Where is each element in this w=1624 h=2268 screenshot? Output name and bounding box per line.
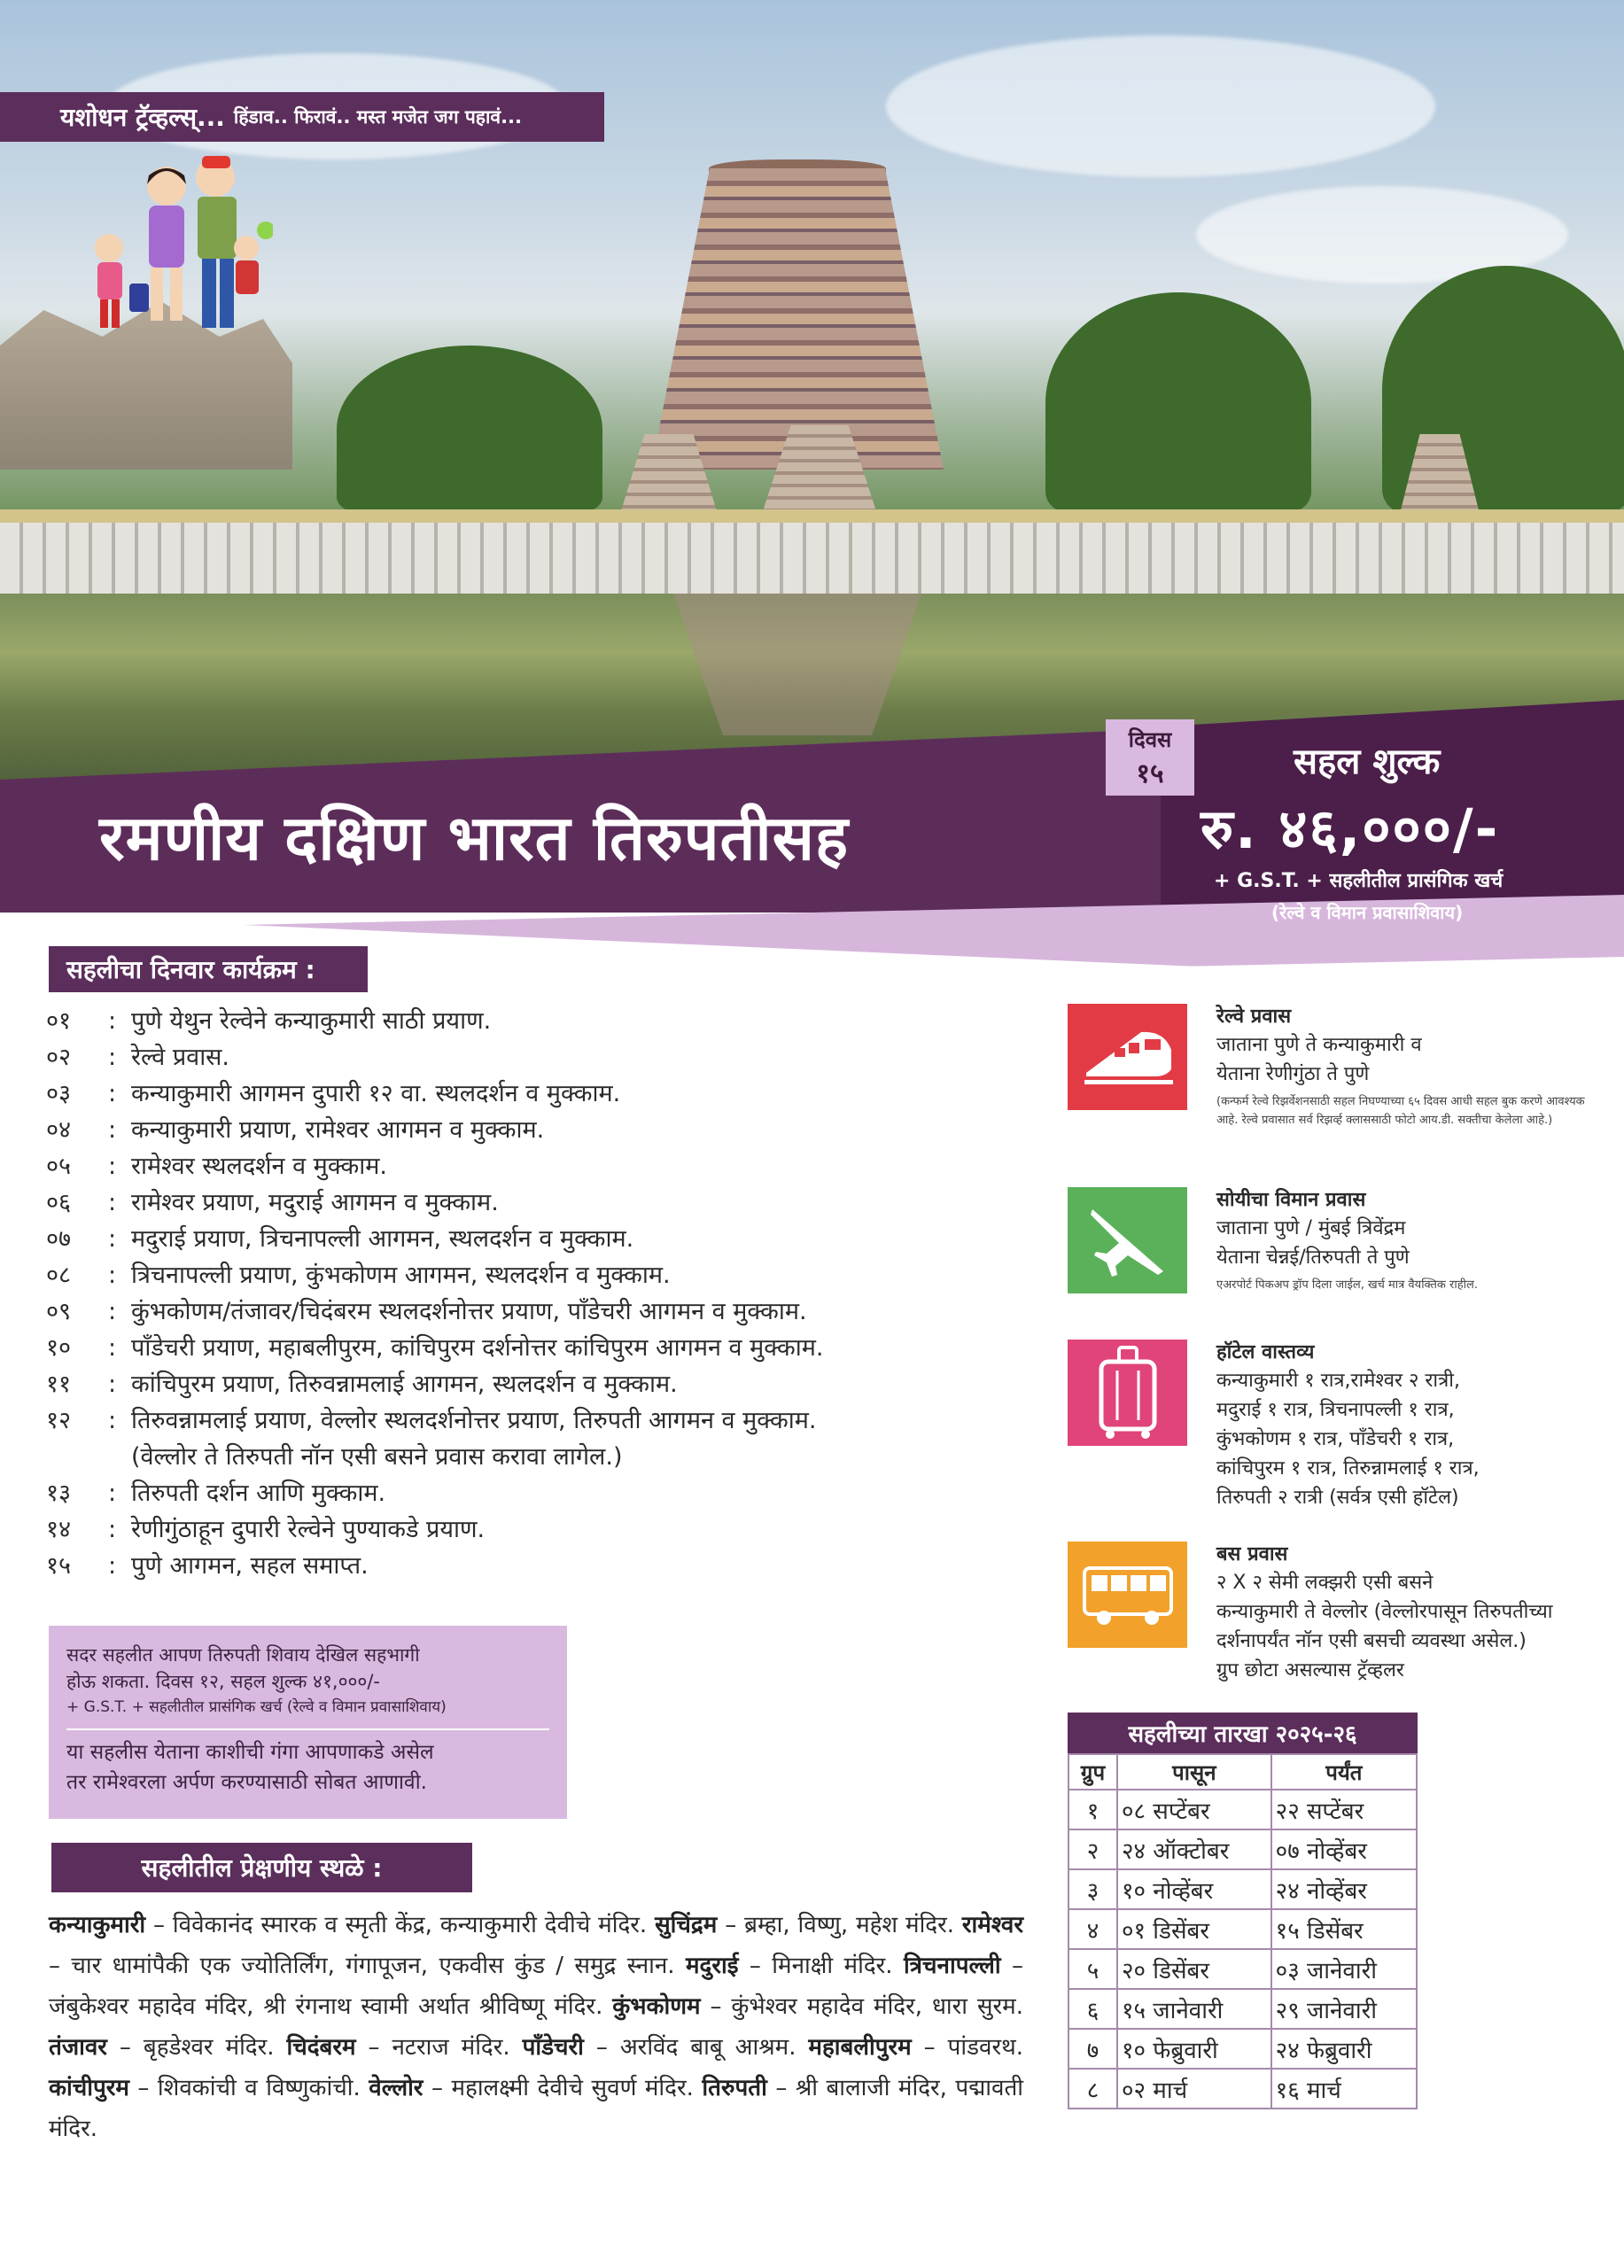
day-description: त्रिचनापल्ली प्रयाण, कुंभकोणम आगमन, स्थलदर्शन व मुक्काम. [131, 1262, 671, 1289]
dates-title: सहलीच्या तारखा २०२५-२६ [1068, 1713, 1418, 1753]
flight-line: जाताना पुणे / मुंबई त्रिवेंद्रम [1216, 1217, 1406, 1239]
days-badge [1106, 719, 1194, 796]
temple-gopuram [651, 168, 944, 470]
day-description: रेल्वे प्रवास. [131, 1044, 230, 1071]
date-row [1068, 1829, 1417, 1869]
option-line: सदर सहलीत आपण तिरुपती शिवाय देखिल सहभागी [66, 1644, 420, 1666]
airplane-icon [1068, 1187, 1187, 1293]
rail-line: जाताना पुणे ते कन्याकुमारी व [1216, 1034, 1422, 1056]
itinerary-day [46, 1475, 1038, 1511]
separator: : [108, 1262, 117, 1289]
separator: : [108, 1080, 117, 1107]
day-description: कन्याकुमारी प्रयाण, रामेश्वर आगमन व मुक्काम. [131, 1116, 545, 1144]
date-row [1068, 1949, 1417, 1989]
separator: : [108, 1153, 117, 1180]
day-description: कांचिपुरम प्रयाण, तिरुवन्नामलाई आगमन, स्थलदर्शन व मुक्काम. [131, 1371, 678, 1398]
place-description: – अरविंद बाबू आश्रम. [583, 2034, 809, 2061]
place-name: कुंभकोणम [612, 1993, 701, 2020]
place-description: – मिनाक्षी मंदिर. [738, 1953, 904, 1979]
brand-bar [0, 92, 604, 142]
optional-info-box [49, 1626, 567, 1819]
date-cell-from: १० फेब्रुवारी [1117, 2029, 1271, 2069]
itinerary-day [46, 1039, 1038, 1076]
date-cell-group: ८ [1068, 2069, 1117, 2109]
place-name: वेल्लोर [369, 2075, 423, 2101]
place-description: – कुंभेश्वर महादेव मंदिर, धारा सुरम. [700, 1993, 1023, 2020]
day12-note: (वेल्लोर ते तिरुपती नॉन एसी बसने प्रवास करावा लागेल.) [131, 1443, 623, 1471]
option-line: या सहलीस येताना काशीची गंगा आपणाकडे असेल [66, 1741, 434, 1764]
separator: : [108, 1044, 117, 1071]
place-name: पाँडेचरी [522, 2034, 584, 2061]
separator: : [108, 1552, 117, 1580]
flight-note: एअरपोर्ट पिकअप ड्रॉप दिला जाईल, खर्च मात्र वैयक्तिक राहील. [1216, 1278, 1478, 1292]
date-cell-to: ०७ नोव्हेंबर [1271, 1829, 1417, 1869]
day-number: ११ [46, 1371, 72, 1398]
place-name: रामेश्वर [961, 1912, 1023, 1938]
day-number: १४ [46, 1516, 72, 1543]
bus-line: ग्रुप छोटा असल्यास ट्रॅव्हलर [1216, 1659, 1404, 1682]
date-cell-from: १५ जानेवारी [1117, 1989, 1271, 2029]
bus-line: २ X २ सेमी लक्झरी एसी बसने [1216, 1572, 1434, 1594]
place-description: – श्री बालाजी मंदिर, पद्मावती मंदिर. [49, 2075, 1023, 2142]
itinerary-list [46, 1003, 1038, 1584]
hotel-title: हॉटेल वास्तव्य [1216, 1341, 1315, 1363]
place-name: चिदंबरम [286, 2034, 356, 2061]
date-row [1068, 1869, 1417, 1909]
date-row [1068, 1909, 1417, 1949]
date-cell-from: २० डिसेंबर [1117, 1949, 1271, 1989]
place-description: – शिवकांची व विष्णुकांची. [128, 2075, 369, 2101]
date-row [1068, 1790, 1417, 1829]
day-description: कन्याकुमारी आगमन दुपारी १२ वा. स्थलदर्शन व मुक्काम. [131, 1080, 621, 1107]
place-description: – ब्रम्हा, विष्णु, महेश मंदिर. [717, 1912, 962, 1938]
date-cell-group: ६ [1068, 1989, 1117, 2029]
day-number: १३ [46, 1480, 72, 1507]
day-description: मदुराई प्रयाण, त्रिचनापल्ली आगमन, स्थलदर्शन व मुक्काम. [131, 1225, 634, 1253]
brand-name: यशोधन ट्रॅव्हल्स्... [60, 103, 225, 132]
place-name: तंजावर [49, 2034, 107, 2061]
separator: : [108, 1407, 117, 1434]
date-cell-to: १५ डिसेंबर [1271, 1909, 1417, 1949]
rail-note: (कन्फर्म रेल्वे रिझर्वेशनसाठी सहल निघण्याच्या ६५ दिवस आधी सहल बुक करणे आवश्यक आहे. रेल्वे प्रवासात सर्व रिझर्व्ह क्लाससाठी फोटो आय.डी. सक्तीचा केलेला आहे.) [1216, 1095, 1585, 1127]
day-description: रामेश्वर स्थलदर्शन व मुक्काम. [131, 1153, 387, 1180]
place-description: – महालक्ष्मी देवीचे सुवर्ण मंदिर. [423, 2075, 703, 2101]
header-group: ग्रुप [1068, 1754, 1117, 1790]
fee-amount: रु. ४६,०००/- [1201, 796, 1500, 861]
separator: : [108, 1371, 117, 1398]
day-number: ०१ [46, 1007, 72, 1035]
date-cell-group: ७ [1068, 2029, 1117, 2069]
itinerary-day [46, 1366, 1038, 1402]
date-cell-to: २४ नोव्हेंबर [1271, 1869, 1417, 1909]
separator: : [108, 1516, 117, 1543]
days-label: दिवस [1128, 727, 1172, 752]
train-icon [1068, 1004, 1187, 1110]
place-name: तिरुपती [702, 2075, 767, 2101]
brand-tagline: हिंडाव.. फिरावं.. मस्त मजेत जग पहावं... [233, 106, 522, 128]
date-cell-group: ३ [1068, 1869, 1117, 1909]
date-cell-group: ५ [1068, 1949, 1117, 1989]
date-cell-group: ४ [1068, 1909, 1117, 1949]
tour-title: रमणीय दक्षिण भारत तिरुपतीसह [99, 802, 850, 874]
hotel-line: कांचिपुरम १ रात्र, तिरुन्नामलाई १ रात्र, [1216, 1457, 1480, 1480]
day-number: ०२ [46, 1044, 72, 1071]
place-description: – चार धामांपैकी एक ज्योतिर्लिंग, गंगापूजन, एकवीस कुंड / समुद्र स्नान. [49, 1953, 686, 1979]
place-name: कांचीपुरम [49, 2075, 129, 2101]
day-description: रामेश्वर प्रयाण, मदुराई आगमन व मुक्काम. [131, 1189, 499, 1216]
day-number: १२ [46, 1407, 72, 1434]
hotel-line: तिरुपती २ रात्री (सर्वत्र एसी हॉटेल) [1216, 1487, 1459, 1509]
place-description: – विवेकानंद स्मारक व स्मृती केंद्र, कन्याकुमारी देवीचे मंदिर. [145, 1912, 656, 1938]
date-cell-group: १ [1068, 1790, 1117, 1829]
date-cell-to: १६ मार्च [1271, 2069, 1417, 2109]
hotel-line: मदुराई १ रात्र, त्रिचनापल्ली १ रात्र, [1216, 1399, 1455, 1421]
day-description: तिरुवन्नामलाई प्रयाण, वेल्लोर स्थलदर्शनोत्तर प्रयाण, तिरुपती आगमन व मुक्काम. [131, 1407, 817, 1434]
itinerary-day [46, 1148, 1038, 1184]
day-description: कुंभकोणम/तंजावर/चिदंबरम स्थलदर्शनोत्तर प्रयाण, पाँडेचरी आगमन व मुक्काम. [131, 1298, 807, 1325]
separator: : [108, 1007, 117, 1035]
separator: : [108, 1480, 117, 1507]
cloud [886, 35, 1435, 177]
itinerary-day [46, 1112, 1038, 1148]
separator: : [108, 1189, 117, 1216]
place-name: सुचिंद्रम [655, 1912, 718, 1938]
itinerary-heading: सहलीचा दिनवार कार्यक्रम : [49, 946, 368, 992]
place-name: त्रिचनापल्ली [903, 1953, 1001, 1979]
trees [1045, 292, 1311, 514]
flight-travel-block [1068, 1187, 1599, 1311]
date-row [1068, 2029, 1417, 2069]
rail-line: येताना रेणीगुंठा ते पुणे [1216, 1063, 1370, 1085]
rail-title: रेल्वे प्रवास [1216, 1006, 1292, 1028]
day-description: पुणे येथुन रेल्वेने कन्याकुमारी साठी प्रयाण. [131, 1007, 492, 1035]
day-number: ०४ [46, 1116, 72, 1144]
bus-travel-block [1068, 1542, 1599, 1683]
flight-line: येताना चेन्नई/तिरुपती ते पुणे [1216, 1247, 1410, 1269]
itinerary-day [46, 1548, 1038, 1584]
dates-table [1068, 1753, 1418, 2109]
option-line: + G.S.T. + सहलीतील प्रासंगिक खर्च (रेल्वे व विमान प्रवासाशिवाय) [66, 1698, 447, 1716]
bus-line: कन्याकुमारी ते वेल्लोर (वेल्लोरपासून तिरुपतीच्या [1216, 1601, 1553, 1623]
day-number: ०६ [46, 1189, 72, 1216]
dates-header-row [1068, 1754, 1417, 1790]
family-mascot-illustration [60, 151, 273, 354]
separator: : [108, 1298, 117, 1325]
flight-title: सोयीचा विमान प्रवास [1216, 1189, 1366, 1211]
bus-title: बस प्रवास [1216, 1543, 1288, 1565]
date-cell-from: १० नोव्हेंबर [1117, 1869, 1271, 1909]
divider [66, 1728, 549, 1730]
hotel-line: कुंभकोणम १ रात्र, पाँडेचरी १ रात्र, [1216, 1428, 1455, 1450]
date-cell-from: ०८ सप्टेंबर [1117, 1790, 1271, 1829]
trees [337, 346, 602, 514]
day-description: तिरुपती दर्शन आणि मुक्काम. [131, 1480, 386, 1507]
place-name: महाबलीपुरम [808, 2034, 912, 2061]
date-row [1068, 1989, 1417, 2029]
place-name: कन्याकुमारी [49, 1912, 146, 1938]
fee-extra: + G.S.T. + सहलीतील प्रासंगिक खर्च [1214, 870, 1504, 892]
bus-icon [1068, 1542, 1187, 1648]
itinerary-day [46, 1293, 1038, 1330]
days-value: १५ [1136, 758, 1164, 789]
date-cell-group: २ [1068, 1829, 1117, 1869]
place-description: – जंबुकेश्वर महादेव मंदिर, श्री रंगनाथ स्वामी अर्थात श्रीविष्णू मंदिर. [49, 1953, 1023, 2020]
places-heading: सहलीतील प्रेक्षणीय स्थळे : [51, 1843, 472, 1892]
option-line: होऊ शकता. दिवस १२, सहल शुल्क ४१,०००/- [66, 1671, 380, 1692]
place-description: – पांडवरथ. [911, 2034, 1023, 2061]
day-number: ०८ [46, 1262, 72, 1289]
date-cell-to: २२ सप्टेंबर [1271, 1790, 1417, 1829]
day-number: ०७ [46, 1225, 72, 1253]
place-name: मदुराई [685, 1953, 739, 1979]
option-line: तर रामेश्वरला अर्पण करण्यासाठी सोबत आणावी. [66, 1771, 427, 1794]
header-from: पासून [1117, 1754, 1271, 1790]
itinerary-day [46, 1003, 1038, 1039]
date-cell-to: २४ फेब्रुवारी [1271, 2029, 1417, 2069]
itinerary-day [46, 1076, 1038, 1112]
day-number: ०३ [46, 1080, 72, 1107]
hotel-stay-block [1068, 1340, 1599, 1517]
rail-travel-block [1068, 1004, 1599, 1172]
day-number: ०९ [46, 1298, 72, 1325]
separator: : [108, 1116, 117, 1144]
separator: : [108, 1334, 117, 1362]
hotel-line: कन्याकुमारी १ रात्र,रामेश्वर २ रात्री, [1216, 1370, 1460, 1392]
date-cell-from: २४ ऑक्टोबर [1117, 1829, 1271, 1869]
itinerary-day [46, 1330, 1038, 1366]
tank-wall [0, 523, 1624, 594]
places-paragraph [49, 1905, 1023, 2149]
date-cell-to: २९ जानेवारी [1271, 1989, 1417, 2029]
itinerary-day [46, 1511, 1038, 1548]
place-description: – बृहडेश्वर मंदिर. [106, 2034, 287, 2061]
day-description: रेणीगुंठाहून दुपारी रेल्वेने पुण्याकडे प्रयाण. [131, 1516, 486, 1543]
itinerary-day [46, 1221, 1038, 1257]
itinerary-day [46, 1257, 1038, 1293]
date-cell-from: ०१ डिसेंबर [1117, 1909, 1271, 1949]
fee-label: सहल शुल्क [1294, 742, 1441, 782]
itinerary-day [46, 1184, 1038, 1221]
day-description: पुणे आगमन, सहल समाप्त. [131, 1552, 369, 1580]
date-cell-from: ०२ मार्च [1117, 2069, 1271, 2109]
day-number: ०५ [46, 1153, 72, 1180]
date-row [1068, 2069, 1417, 2109]
fee-note: (रेल्वे व विमान प्रवासाशिवाय) [1271, 902, 1464, 923]
luggage-icon [1068, 1340, 1187, 1446]
day-number: १० [46, 1334, 72, 1362]
header-to: पर्यंत [1271, 1754, 1417, 1790]
bus-line: दर्शनापर्यंत नॉन एसी बसची व्यवस्था असेल.) [1216, 1630, 1527, 1652]
separator: : [108, 1225, 117, 1253]
day-number: १५ [46, 1552, 72, 1580]
place-description: – नटराज मंदिर. [355, 2034, 523, 2061]
itinerary-day [46, 1402, 1038, 1439]
day-description: पाँडेचरी प्रयाण, महाबलीपुरम, कांचिपुरम दर्शनोत्तर कांचिपुरम आगमन व मुक्काम. [131, 1334, 824, 1362]
date-cell-to: ०३ जानेवारी [1271, 1949, 1417, 1989]
